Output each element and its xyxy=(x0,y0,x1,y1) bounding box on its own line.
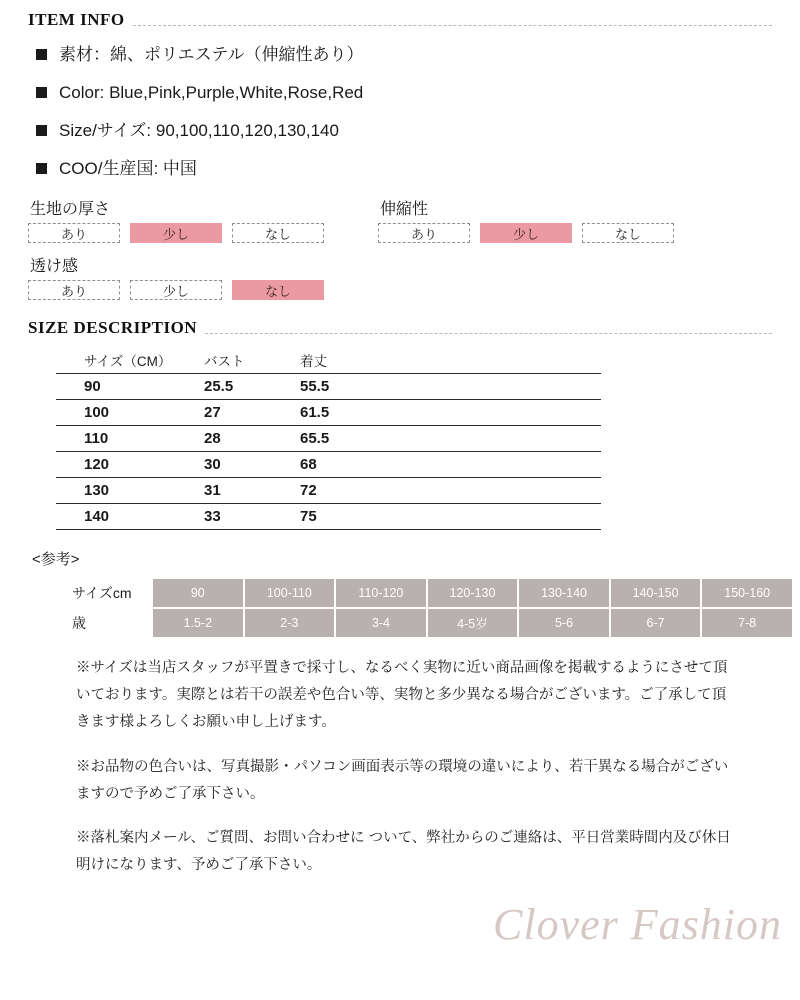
cell-length: 55.5 xyxy=(300,374,601,400)
ref-cell: 90 xyxy=(153,579,243,607)
note-contact: ※落札案内メール、ご質問、お問い合わせに ついて、弊社からのご連絡は、平日営業時間内及び休日明けになります、予めご了承下さい。 xyxy=(76,830,731,874)
cell-size: 130 xyxy=(56,478,204,504)
list-item xyxy=(28,158,772,180)
table-row xyxy=(56,478,601,504)
ref-cell: 4-5岁 xyxy=(428,609,518,637)
bullet-square-icon xyxy=(36,49,47,60)
table-row xyxy=(56,400,601,426)
cell-bust: 30 xyxy=(204,452,300,478)
col-header-length: 着丈 xyxy=(300,346,601,374)
chip-thickness-ari[interactable]: あり xyxy=(28,223,120,243)
ref-cell: 6-7 xyxy=(611,609,701,637)
attribute-stretch-options xyxy=(378,223,728,243)
ref-cell: 100-110 xyxy=(245,579,335,607)
attribute-row-1 xyxy=(28,196,772,243)
item-info-color: Color: Blue,Pink,Purple,White,Rose,Red xyxy=(59,83,364,103)
cell-size: 100 xyxy=(56,400,204,426)
attribute-sheerness-label: 透け感 xyxy=(30,258,79,276)
chip-stretch-ari[interactable]: あり xyxy=(378,223,470,243)
ref-cell: 5-6 xyxy=(519,609,609,637)
cell-bust: 31 xyxy=(204,478,300,504)
table-row xyxy=(56,374,601,400)
cell-bust: 25.5 xyxy=(204,374,300,400)
list-item xyxy=(28,120,772,142)
attribute-thickness-label: 生地の厚さ xyxy=(30,201,111,219)
brand-watermark: Clover Fashion xyxy=(493,900,782,949)
chip-sheerness-ari[interactable]: あり xyxy=(28,280,120,300)
item-info-material: 素材：綿、ポリエステル（伸縮性あり） xyxy=(59,45,364,64)
cell-length: 61.5 xyxy=(300,400,601,426)
cell-bust: 27 xyxy=(204,400,300,426)
attribute-row-2 xyxy=(28,253,772,300)
chip-thickness-nashi[interactable]: なし xyxy=(232,223,324,243)
attribute-sheerness xyxy=(28,253,378,300)
chip-stretch-sukoshi[interactable]: 少し xyxy=(480,223,572,243)
ref-cell: 150-160 xyxy=(702,579,792,607)
col-header-bust: バスト xyxy=(204,346,300,374)
item-info-section xyxy=(28,0,772,30)
bullet-square-icon xyxy=(36,87,47,98)
bullet-square-icon xyxy=(36,125,47,136)
reference-label: <参考> xyxy=(32,551,80,569)
attribute-stretch-label: 伸縮性 xyxy=(380,201,429,219)
attribute-thickness xyxy=(28,196,378,243)
cell-size: 110 xyxy=(56,426,204,452)
cell-bust: 28 xyxy=(204,426,300,452)
ref-cell: 130-140 xyxy=(519,579,609,607)
ref-cell: 120-130 xyxy=(428,579,518,607)
list-item xyxy=(28,82,772,104)
table-row xyxy=(56,452,601,478)
item-info-heading: ITEM INFO xyxy=(28,10,125,29)
note-sizing: ※サイズは当店スタッフが平置きで採寸し、なるべく実物に近い商品画像を掲載するようにさせて頂いております。実際とは若干の誤差や色合い等、実物と多少異なる場合がございます。ご了承して頂きます様よろしくお願い申し上げます。 xyxy=(76,660,728,730)
list-item xyxy=(28,44,772,66)
ref-cell: 140-150 xyxy=(611,579,701,607)
cell-length: 75 xyxy=(300,504,601,530)
item-info-coo: COO/生産国: 中国 xyxy=(59,159,197,179)
ref-row-head-age: 歳 xyxy=(66,609,151,637)
table-row xyxy=(66,609,792,637)
ref-cell: 110-120 xyxy=(336,579,426,607)
size-description-section xyxy=(28,302,772,338)
attribute-area xyxy=(28,196,772,300)
note-color: ※お品物の色合いは、写真撮影・パソコン画面表示等の環境の違いにより、若干異なる場合がございますので予めご了承下さい。 xyxy=(76,758,729,802)
cell-length: 65.5 xyxy=(300,426,601,452)
attribute-sheerness-options xyxy=(28,280,378,300)
ref-cell: 7-8 xyxy=(702,609,792,637)
heading-rule xyxy=(133,25,772,26)
attribute-thickness-options xyxy=(28,223,378,243)
item-info-list xyxy=(28,44,772,180)
ref-cell: 2-3 xyxy=(245,609,335,637)
cell-size: 90 xyxy=(56,374,204,400)
chip-stretch-nashi[interactable]: なし xyxy=(582,223,674,243)
ref-row-head-size: サイズcm xyxy=(66,579,151,607)
chip-thickness-sukoshi[interactable]: 少し xyxy=(130,223,222,243)
chip-sheerness-nashi[interactable]: なし xyxy=(232,280,324,300)
heading-rule xyxy=(205,333,772,334)
size-table xyxy=(56,346,601,530)
cell-length: 72 xyxy=(300,478,601,504)
table-row xyxy=(56,426,601,452)
col-header-size: サイズ（CM） xyxy=(56,346,204,374)
item-info-size: Size/サイズ: 90,100,110,120,130,140 xyxy=(59,121,339,141)
cell-size: 140 xyxy=(56,504,204,530)
bullet-square-icon xyxy=(36,163,47,174)
ref-cell: 3-4 xyxy=(336,609,426,637)
table-row xyxy=(66,579,792,607)
ref-cell: 1.5-2 xyxy=(153,609,243,637)
reference-table xyxy=(64,577,794,639)
chip-sheerness-sukoshi[interactable]: 少し xyxy=(130,280,222,300)
cell-bust: 33 xyxy=(204,504,300,530)
cell-length: 68 xyxy=(300,452,601,478)
table-header-row xyxy=(56,346,601,374)
table-row xyxy=(56,504,601,530)
cell-size: 120 xyxy=(56,452,204,478)
attribute-stretch xyxy=(378,196,728,243)
size-description-heading: SIZE DESCRIPTION xyxy=(28,318,198,338)
notes-section xyxy=(76,655,736,879)
